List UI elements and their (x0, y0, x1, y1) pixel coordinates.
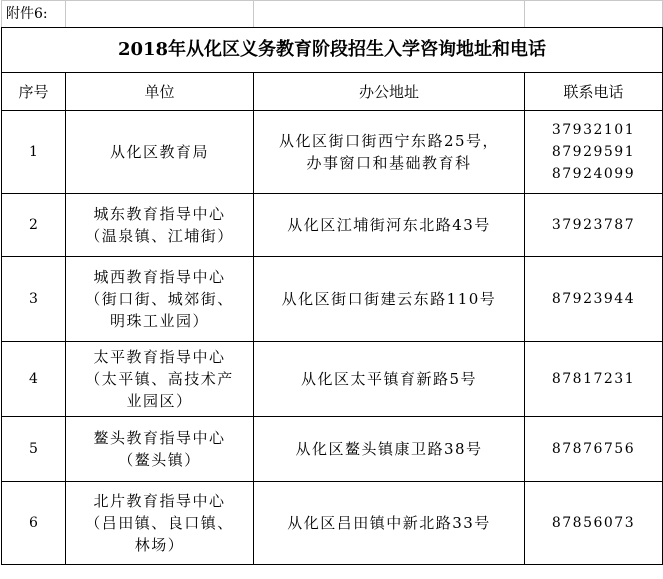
unit-line: 业园区） (126, 392, 193, 410)
contact-table (1, 0, 663, 565)
address-cell (254, 194, 525, 257)
unit-cell (66, 194, 254, 257)
unit-line: 林场） (134, 536, 185, 554)
unit-cell (66, 257, 254, 342)
unit-cell (66, 482, 254, 565)
phone-number: 87817231 (551, 371, 636, 387)
unit-line: （吕田镇、良口镇、 (85, 514, 234, 532)
phone-cell (525, 257, 663, 342)
unit-cell (66, 342, 254, 417)
phone-number: 87856073 (551, 515, 636, 531)
phone-cell (525, 111, 663, 194)
phone-cell (525, 482, 663, 565)
unit-line: 城东教育指导中心 (93, 205, 226, 223)
phone-cell (525, 194, 663, 257)
unit-line: （街口街、城郊街、 (85, 290, 234, 308)
row-index: 5 (2, 417, 66, 482)
unit-line: （太平镇、高技术产 (85, 370, 234, 388)
address-line: 从化区江埔街河东北路43号 (287, 216, 491, 234)
phone-cell (525, 342, 663, 417)
unit-line: 鳌头教育指导中心 (93, 429, 226, 447)
header-address: 办公地址 (254, 73, 525, 111)
table-row (2, 342, 663, 417)
phone-number: 37923787 (551, 217, 636, 233)
unit-line: 明珠工业园） (109, 312, 209, 330)
table-row (2, 194, 663, 257)
table-row (2, 257, 663, 342)
row-index: 4 (2, 342, 66, 417)
address-cell (254, 111, 525, 194)
phone-number: 87876756 (551, 441, 636, 457)
phone-number: 87923944 (551, 291, 636, 307)
row-index: 3 (2, 257, 66, 342)
table-row (2, 482, 663, 565)
annex-empty-cell (525, 1, 663, 28)
unit-line: 从化区教育局 (109, 143, 209, 161)
address-cell (254, 417, 525, 482)
address-line: 从化区吕田镇中新北路33号 (287, 514, 491, 532)
title-row (2, 28, 663, 73)
header-unit: 单位 (66, 73, 254, 111)
unit-line: （温泉镇、江埔街） (85, 227, 234, 245)
table-row (2, 417, 663, 482)
row-index: 6 (2, 482, 66, 565)
row-index: 2 (2, 194, 66, 257)
annex-row (2, 1, 663, 28)
phone-number: 87924099 (551, 166, 636, 182)
header-index: 序号 (2, 73, 66, 111)
annex-label: 附件6: (2, 1, 66, 28)
table-row (2, 111, 663, 194)
phone-number: 37932101 (551, 122, 636, 138)
unit-line: 太平教育指导中心 (93, 348, 226, 366)
row-index: 1 (2, 111, 66, 194)
annex-empty-cell (254, 1, 525, 28)
address-line: 从化区鳌头镇康卫路38号 (295, 440, 483, 458)
address-cell (254, 342, 525, 417)
unit-line: 城西教育指导中心 (93, 268, 226, 286)
address-line: 从化区太平镇育新路5号 (300, 370, 478, 388)
address-cell (254, 257, 525, 342)
address-cell (254, 482, 525, 565)
phone-number: 87929591 (551, 144, 636, 160)
header-row (2, 73, 663, 111)
unit-line: （鳌头镇） (118, 451, 201, 469)
address-line: 从化区街口街建云东路110号 (281, 290, 497, 308)
address-line: 办事窗口和基础教育科 (306, 154, 472, 172)
phone-cell (525, 417, 663, 482)
unit-cell (66, 417, 254, 482)
annex-empty-cell (66, 1, 254, 28)
address-line: 从化区街口街西宁东路25号， (278, 132, 500, 150)
unit-line: 北片教育指导中心 (93, 492, 226, 510)
page-title: 2018年从化区义务教育阶段招生入学咨询地址和电话 (2, 28, 663, 73)
unit-cell (66, 111, 254, 194)
header-phone: 联系电话 (525, 73, 663, 111)
